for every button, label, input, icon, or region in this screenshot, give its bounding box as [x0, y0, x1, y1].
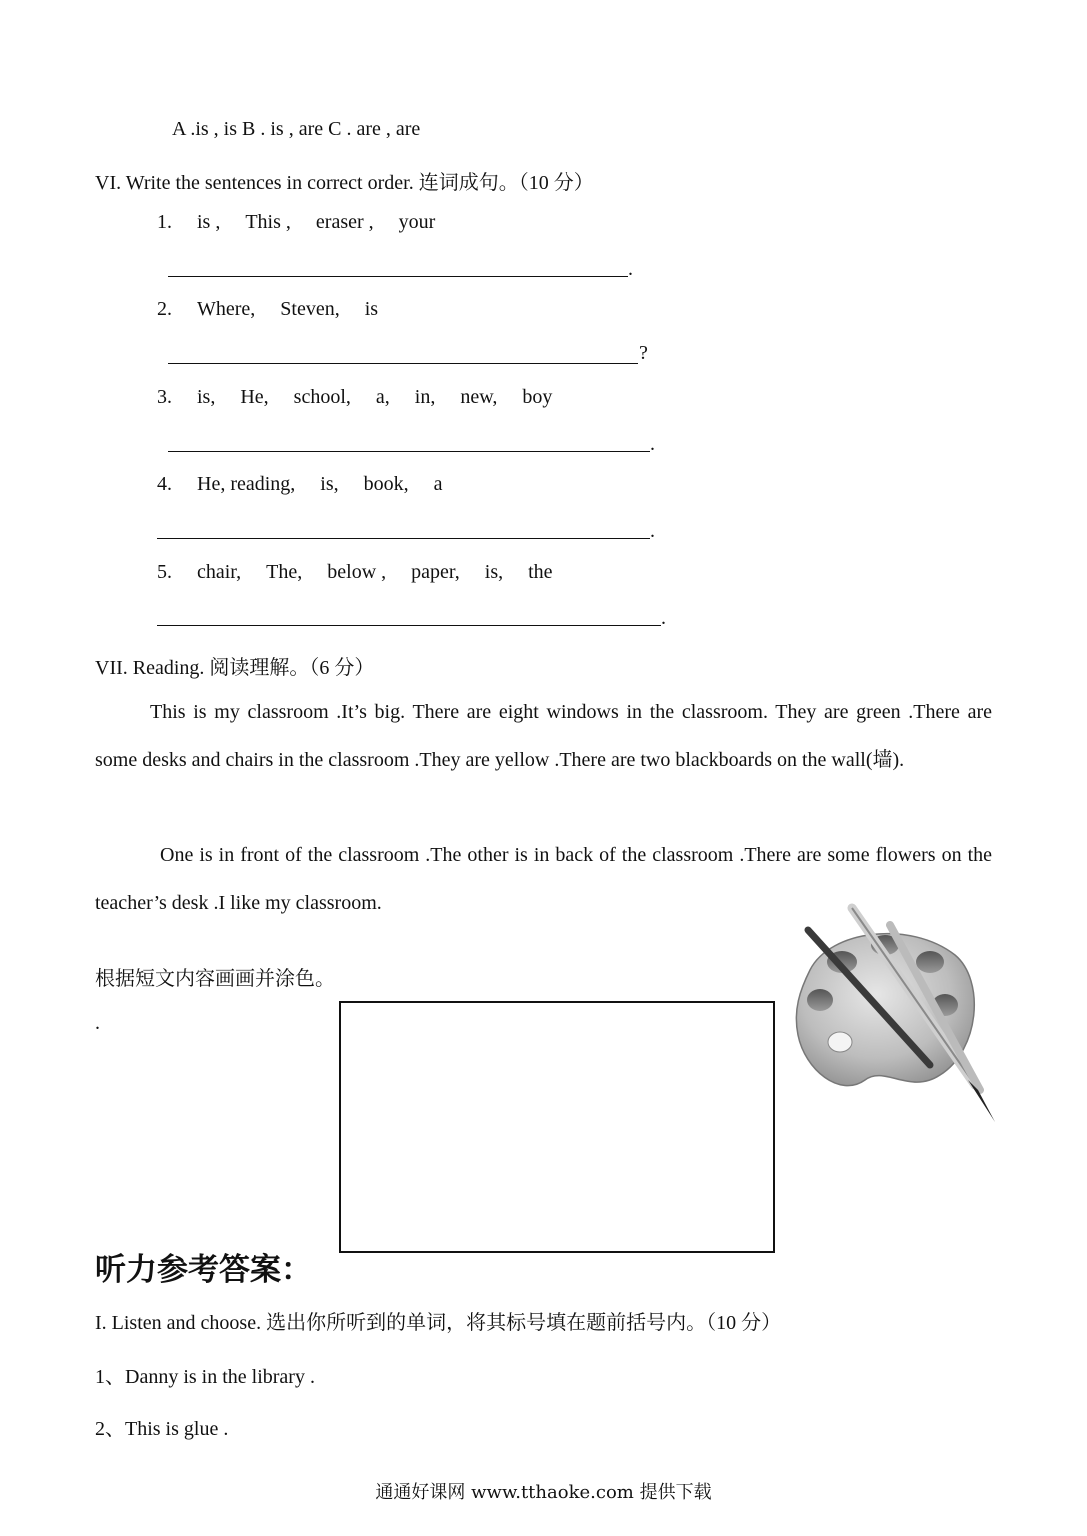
word: He,: [240, 386, 269, 408]
paint-palette-icon: [790, 900, 1000, 1130]
answer-end-mark-4: .: [650, 520, 655, 542]
answers-heading: 听力参考答案：: [95, 1252, 312, 1288]
item-number: 2.: [157, 298, 172, 320]
answer-line-2[interactable]: [168, 363, 638, 364]
drawing-instruction: 根据短文内容画画并涂色。: [95, 968, 335, 990]
word: eraser ,: [315, 211, 374, 233]
word: the: [528, 561, 553, 583]
word: new,: [460, 386, 498, 408]
answer-end-mark-1: .: [628, 258, 633, 280]
reading-paragraph-2: One is in front of the classroom .The other is in back of the classroom .There are some flowers on the teacher’s desk .I like my classroom.: [95, 844, 992, 914]
answers-section-1-title: I. Listen and choose. 选出你所听到的单词，将其标号填在题前括号内。（10 分）: [95, 1312, 782, 1334]
word: Where,: [197, 298, 256, 320]
answer-line-1[interactable]: [168, 276, 628, 277]
word: The,: [266, 561, 303, 583]
word: below ,: [327, 561, 387, 583]
sentence-item-3: [157, 386, 572, 409]
word: is,: [484, 561, 504, 583]
word: book,: [363, 473, 409, 495]
item-number: 3.: [157, 386, 172, 408]
word: paper,: [411, 561, 460, 583]
sentence-item-5: [157, 561, 573, 584]
question-options: A .is , is B . is , are C . are , are: [172, 118, 421, 140]
sentence-item-4: [157, 473, 463, 496]
word: is,: [197, 386, 216, 408]
section-7-title: VII. Reading. 阅读理解。（6 分）: [95, 657, 375, 679]
stray-dot: .: [95, 1012, 100, 1034]
page-footer: 通通好课网 www.tthaoke.com 提供下载: [375, 1482, 712, 1503]
item-number: 1.: [157, 211, 172, 233]
word: school,: [293, 386, 351, 408]
section-6-title: VI. Write the sentences in correct order. 连词成句。（10 分）: [95, 172, 594, 194]
word: in,: [414, 386, 436, 408]
answer-line-text-2: 2、This is glue .: [95, 1418, 229, 1440]
item-number: 4.: [157, 473, 172, 495]
answer-end-mark-2: ?: [639, 342, 648, 364]
word: your: [398, 211, 436, 233]
word: boy: [522, 386, 553, 408]
word: He, reading,: [197, 473, 296, 495]
word: is: [364, 298, 379, 320]
word: is ,: [197, 211, 221, 233]
answer-line-5[interactable]: [157, 625, 661, 626]
answer-line-3[interactable]: [168, 451, 650, 452]
item-number: 5.: [157, 561, 172, 583]
word: This ,: [245, 211, 291, 233]
word: chair,: [197, 561, 242, 583]
word: a: [433, 473, 443, 495]
drawing-area-box[interactable]: [339, 1001, 775, 1253]
word: a,: [375, 386, 390, 408]
answer-line-text-1: 1、Danny is in the library .: [95, 1366, 315, 1388]
reading-paragraph-1: This is my classroom .It’s big. There are eight windows in the classroom. They are green .There are some desks and chairs in the classroom .They are yellow .There are two blackboards on the wall(墙).: [95, 701, 992, 771]
word: is,: [320, 473, 339, 495]
answer-end-mark-3: .: [650, 433, 655, 455]
sentence-item-2: [157, 298, 398, 321]
word: Steven,: [280, 298, 340, 320]
answer-line-4[interactable]: [157, 538, 650, 539]
answer-end-mark-5: .: [661, 607, 666, 629]
sentence-item-1: [157, 211, 455, 234]
